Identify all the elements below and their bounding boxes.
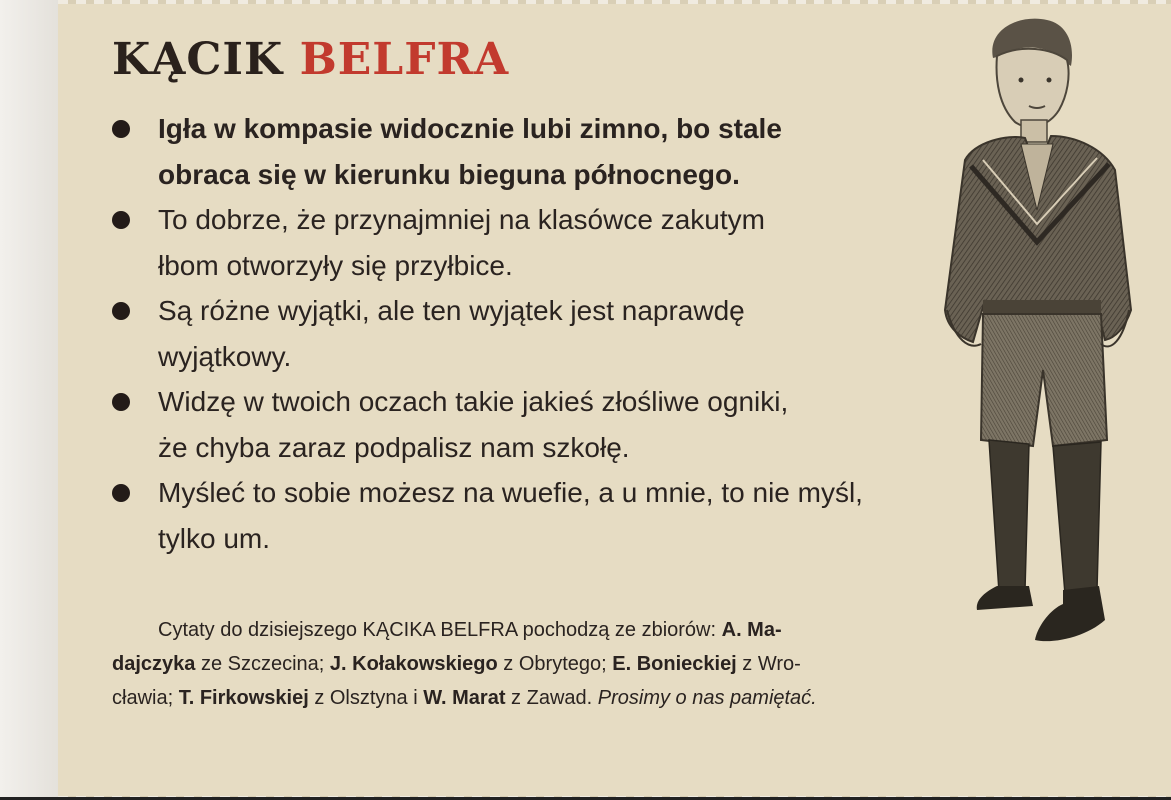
credits-text: z Wro-: [736, 653, 801, 675]
contributor-name: E. Bonieckiej: [612, 653, 737, 675]
quote-line: Widzę w twoich oczach takie jakieś złośliwe ogniki,: [158, 386, 789, 417]
credits-text: cławia;: [112, 687, 179, 709]
bullet-icon: [112, 484, 130, 502]
quote-line: Są różne wyjątki, ale ten wyjątek jest naprawdę: [158, 295, 745, 326]
credits-closing: Prosimy o nas pamiętać.: [597, 687, 817, 709]
quote-item: [104, 288, 984, 379]
credits-text: z Obrytego;: [497, 653, 613, 675]
quote-line: obraca się w kierunku bieguna północnego.: [158, 158, 740, 190]
quote-line: tylko um.: [158, 522, 271, 554]
quote-item: [104, 106, 984, 197]
title-part-dark: KĄCIK: [112, 34, 284, 85]
boy-illustration-icon: [925, 10, 1145, 650]
quote-line: To dobrze, że przynajmniej na klasówce zakutym: [158, 204, 765, 235]
quote-line: Myśleć to sobie możesz na wuefie, a u mnie, to nie myśl,: [158, 477, 863, 508]
credits-text: z Zawad.: [505, 687, 598, 709]
quote-line: łbom otworzyły się przyłbice.: [158, 249, 513, 281]
contributor-name: dajczyka: [112, 653, 196, 675]
quotes-list: [104, 106, 984, 561]
bullet-icon: [112, 302, 130, 320]
page-title: [112, 32, 509, 88]
quote-item: [104, 470, 984, 561]
page-margin: [0, 0, 58, 800]
bullet-icon: [112, 211, 130, 229]
contributor-name: W. Marat: [423, 687, 506, 709]
quote-line: Igła w kompasie widocznie lubi zimno, bo stale: [158, 113, 782, 144]
quote-item: [104, 379, 984, 470]
contributor-name: A. Ma-: [721, 619, 782, 641]
contributor-name: J. Kołakowskiego: [329, 653, 498, 675]
bullet-icon: [112, 120, 130, 138]
credits-text: ze Szczecina;: [195, 653, 330, 675]
quote-line: że chyba zaraz podpalisz nam szkołę.: [158, 431, 630, 463]
credits-text: Cytaty do dzisiejszego KĄCIKA BELFRA pochodzą ze zbiorów:: [158, 619, 722, 641]
credits-text: z Olsztyna i: [308, 687, 424, 709]
quote-line: wyjątkowy.: [158, 340, 292, 372]
quote-item: [104, 197, 984, 288]
credits-note: [112, 613, 1032, 715]
title-part-red: BELFRA: [299, 34, 510, 85]
bullet-icon: [112, 393, 130, 411]
contributor-name: T. Firkowskiej: [178, 687, 309, 709]
